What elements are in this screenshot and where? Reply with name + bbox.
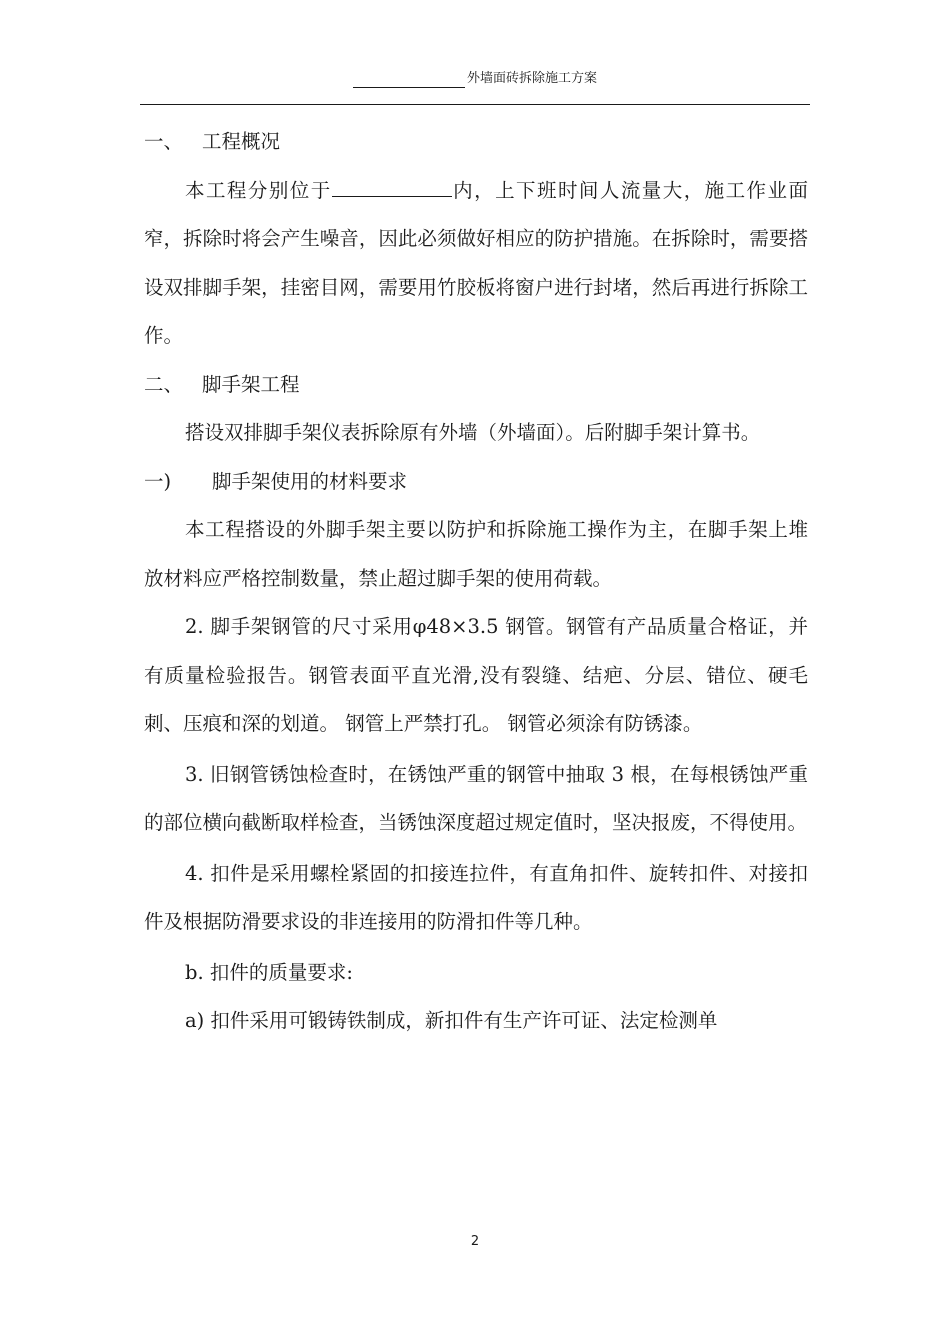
page-number: 2 bbox=[470, 1234, 480, 1249]
paragraph-5: 3. 旧钢管锈蚀检查时，在锈蚀严重的钢管中抽取 3 根，在每根锈蚀严重的部位横向截断取样检查，当锈蚀深度超过规定值时，坚决报废，不得使用。 bbox=[144, 762, 808, 834]
paragraph-2: 搭设双排脚手架仪表拆除原有外墙（外墙面）。后附脚手架计算书。 bbox=[185, 421, 761, 444]
paragraph-1 bbox=[144, 167, 808, 361]
location-blank-line bbox=[332, 178, 452, 197]
header-rule bbox=[140, 104, 810, 105]
section-number: 二、 bbox=[144, 372, 184, 396]
section-number: 一) bbox=[144, 469, 172, 493]
section-number: 一、 bbox=[144, 130, 184, 153]
paragraph-4: 2. 脚手架钢管的尺寸采用φ48×3.5 钢管。钢管有产品质量合格证，并有质量检验报告。钢管表面平直光滑,没有裂缝、结疤、分层、错位、硬毛刺、压痕和深的划道。 钢管上严禁打孔。 钢管必须涂有防锈漆。 bbox=[144, 615, 808, 735]
paragraph-6: 4. 扣件是采用螺栓紧固的扣接连拉件，有直角扣件、旋转扣件、对接扣件及根据防滑要求设的非连接用的防滑扣件等几种。 bbox=[144, 861, 808, 933]
paragraph-8: a) 扣件采用可锻铸铁制成，新扣件有生产许可证、法定检测单 bbox=[185, 1009, 718, 1032]
section-title: 工程概况 bbox=[202, 130, 281, 153]
paragraph-text: 内，上下班时间人流量大，施工作业面窄，拆除时将会产生噪音，因此必须做好相应的防护措施。在拆除时，需要搭设双排脚手架，挂密目网，需要用竹胶板将窗户进行封堵，然后再进行拆除工作。 bbox=[144, 178, 808, 347]
header-title: 外墙面砖拆除施工方案 bbox=[466, 71, 597, 86]
section-heading-1 bbox=[144, 118, 808, 167]
section-heading-2 bbox=[144, 361, 808, 410]
section-title: 脚手架工程 bbox=[202, 372, 300, 396]
running-header bbox=[140, 70, 810, 88]
section-title: 脚手架使用的材料要求 bbox=[212, 469, 408, 493]
paragraph-text: 本工程分别位于 bbox=[185, 178, 332, 202]
sub-heading-1 bbox=[144, 458, 808, 507]
document-body bbox=[144, 118, 808, 1046]
header-blank-line bbox=[353, 73, 465, 88]
paragraph-3: 本工程搭设的外脚手架主要以防护和拆除施工操作为主，在脚手架上堆放材料应严格控制数量，禁止超过脚手架的使用荷载。 bbox=[144, 518, 808, 590]
paragraph-7: b. 扣件的质量要求: bbox=[185, 960, 353, 984]
